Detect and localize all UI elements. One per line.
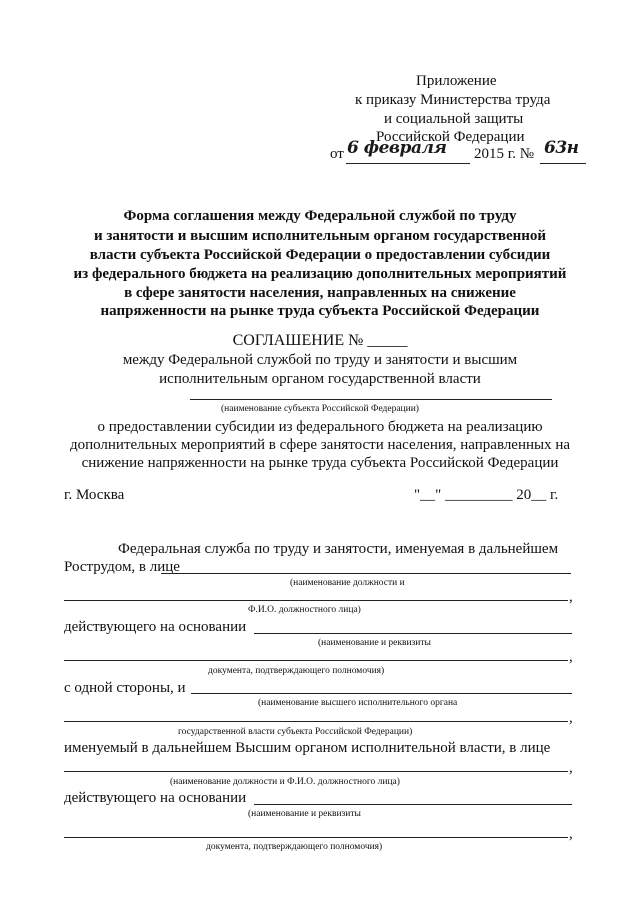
details-line-1 [254, 633, 572, 634]
appendix-line-3: и социальной защиты [384, 111, 524, 127]
details-line-2 [254, 804, 572, 805]
agreement-sub-2: исполнительным органом государственной власти [159, 371, 481, 387]
purpose-line-1: о предоставлении субсидии из федерального бюджета на реализацию [97, 419, 543, 435]
form-title-line-4: из федерального бюджета на реализацию дополнительных мероприятий [73, 266, 567, 282]
caption-doc-1: документа, подтверждающего полномочия) [208, 666, 385, 676]
form-title-line-5: в сфере занятости населения, направленных на снижение [124, 285, 516, 301]
acting-basis-1: действующего на основании [64, 619, 247, 635]
acting-basis-2: действующего на основании [64, 790, 247, 806]
form-title-line-2: и занятости и высшим исполнительным органом государственной [93, 228, 547, 244]
form-title-line-3: власти субъекта Российской Федерации о предоставлении субсидии [89, 247, 551, 263]
position-line-2 [64, 771, 568, 772]
subject-name-line [190, 399, 552, 400]
purpose-line-3: снижение напряженности на рынке труда субъекта Российской Федерации [81, 455, 559, 471]
appendix-line-1: Приложение [416, 73, 497, 89]
caption-organ-2: государственной власти субъекта Российской Федерации) [178, 727, 413, 737]
caption-fio-1: Ф.И.О. должностного лица) [248, 605, 361, 615]
handwritten-date: 6 февраля [347, 138, 447, 158]
comma-5: , [569, 826, 573, 842]
caption-organ-1: (наименование высшего исполнительного органа [258, 698, 458, 708]
year-number-label: 2015 г. № [474, 146, 535, 162]
number-underline [540, 163, 586, 164]
doc-line-1 [64, 660, 568, 661]
comma-1: , [569, 589, 573, 605]
caption-subject: (наименование субъекта Российской Федерации) [221, 404, 419, 414]
appendix-line-2: к приказу Министерства труда [355, 92, 551, 108]
organ-line-1 [191, 693, 572, 694]
city: г. Москва [64, 487, 125, 503]
appendix-line-4: Российской Федерации [376, 129, 525, 145]
organ-line-2 [64, 721, 568, 722]
doc-line-2 [64, 837, 568, 838]
agreement-heading: СОГЛАШЕНИЕ № _____ [232, 332, 408, 349]
caption-details-1: (наименование и реквизиты [318, 638, 431, 648]
purpose-line-2: дополнительных мероприятий в сфере занятости населения, направленных на [69, 437, 571, 453]
form-title-line-6: напряженности на рынке труда субъекта Российской Федерации [100, 303, 540, 319]
caption-position-2: (наименование должности и Ф.И.О. должностного лица) [170, 777, 400, 787]
caption-details-2: (наименование и реквизиты [248, 809, 361, 819]
para-rostrud-intro: Федеральная служба по труду и занятости, именуемая в дальнейшем [118, 541, 559, 557]
handwritten-number: 63н [544, 138, 579, 158]
date-underline [346, 163, 470, 164]
agreement-sub-1: между Федеральной службой по труду и занятости и высшим [122, 352, 518, 368]
rostrud-in-person: Рострудом, в лице [64, 559, 180, 575]
date-template: "__" _________ 20__ г. [414, 487, 559, 503]
date-prefix: от [330, 146, 344, 162]
caption-doc-2: документа, подтверждающего полномочия) [206, 842, 383, 852]
one-side: с одной стороны, и [64, 680, 186, 696]
form-title-line-1: Форма соглашения между Федеральной службой по труду [123, 208, 517, 224]
comma-2: , [569, 649, 573, 665]
comma-4: , [569, 760, 573, 776]
caption-position-1: (наименование должности и [290, 578, 405, 588]
fio-line-1 [64, 600, 568, 601]
named-higher-organ: именуемый в дальнейшем Высшим органом исполнительной власти, в лице [64, 740, 551, 756]
position-line-1 [161, 573, 571, 574]
comma-3: , [569, 710, 573, 726]
